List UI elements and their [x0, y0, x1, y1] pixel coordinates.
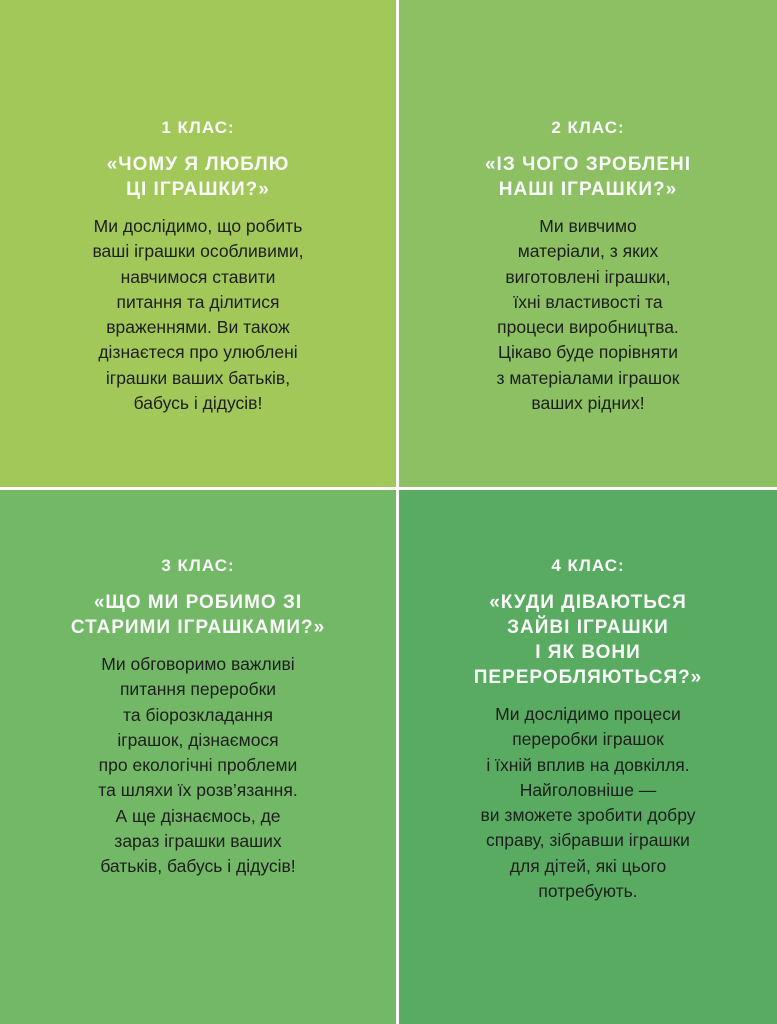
- grade-3-body-line: питання переробки: [119, 679, 277, 700]
- grade-2-body-line: Ми вивчимо: [539, 216, 637, 236]
- grade-3-panel: [0, 490, 396, 1024]
- grade-4-body-line: Ми дослідимо процеси: [495, 704, 681, 724]
- grade-2-body-line: Цікаво буде порівняти: [498, 342, 678, 363]
- grade-2-label: 2 КЛАС:: [551, 118, 625, 137]
- grade-4-body-line: переробки іграшок: [512, 729, 664, 750]
- grade-4-body-line: для дітей, які цього: [509, 855, 667, 876]
- grade-2-body-line: матеріали, з яких: [517, 241, 659, 262]
- grade-3-label: 3 КЛАС:: [161, 556, 235, 575]
- grade-1-body-line: ваші іграшки особливими,: [92, 241, 304, 262]
- grade-3-body-line: іграшок, дізнаємося: [117, 729, 279, 750]
- grade-1-title-line: ЦІ ІГРАШКИ?»: [126, 179, 270, 200]
- grade-3-body-line: А ще дізнаємось, де: [115, 805, 281, 826]
- grade-2-body-line: з матеріалами іграшок: [496, 367, 680, 388]
- grade-3-title-line: СТАРИМИ ІГРАШКАМИ?»: [70, 617, 326, 638]
- grade-3-body-line: та біорозкладання: [123, 704, 273, 725]
- grade-1-panel: [0, 0, 396, 487]
- grade-2-panel: [399, 0, 777, 487]
- grade-1-title: [107, 152, 290, 202]
- grade-4-title: [474, 590, 703, 690]
- grade-1-body-line: дізнаєтеся про улюблені: [98, 342, 298, 363]
- grade-4-label: 4 КЛАС:: [551, 556, 625, 575]
- grade-4-body-line: справу, зібравши іграшки: [486, 830, 690, 851]
- grade-1-title-line: «ЧОМУ Я ЛЮБЛЮ: [106, 154, 290, 175]
- grade-4-title-line: ПЕРЕРОБЛЯЮТЬСЯ?»: [473, 667, 703, 688]
- grade-4-body-line: ви зможете зробити добру: [480, 805, 696, 826]
- grade-1-body-line: іграшки ваших батьків,: [105, 367, 291, 388]
- grade-3-body-line: та шляхи їх розв’язання.: [98, 780, 298, 801]
- grade-1-description: [92, 214, 303, 416]
- grade-2-title-line: НАШІ ІГРАШКИ?»: [498, 179, 678, 200]
- grade-2-description: [497, 214, 680, 416]
- grade-3-title: [71, 590, 325, 640]
- grade-1-body-line: враженнями. Ви також: [106, 317, 290, 338]
- grade-2-body-line: їхні властивості та: [513, 291, 663, 312]
- grade-4-body-line: Найголовніше —: [519, 779, 657, 800]
- grade-1-body-line: бабусь і дідусів!: [133, 393, 263, 414]
- grade-4-panel: [399, 490, 777, 1024]
- grade-1-label: 1 КЛАС:: [161, 118, 235, 137]
- grade-4-description: [481, 702, 696, 904]
- grade-1-body-line: Ми дослідимо, що робить: [93, 216, 303, 236]
- grade-3-description: [98, 652, 297, 880]
- grade-2-body-line: ваших рідних!: [531, 393, 645, 414]
- grade-4-title-line: ЗАЙВІ ІГРАШКИ: [507, 617, 669, 638]
- grade-2-body-line: процеси виробництва.: [497, 317, 679, 338]
- grade-3-body-line: Ми обговоримо важливі: [101, 654, 295, 674]
- grade-4-title-line: І ЯК ВОНИ: [535, 642, 641, 663]
- grade-3-body-line: зараз іграшки ваших: [114, 831, 282, 852]
- grade-4-title-line: «КУДИ ДІВАЮТЬСЯ: [489, 592, 687, 613]
- grade-4-body-line: і їхній вплив на довкілля.: [486, 754, 690, 775]
- grade-3-body-line: про екологічні проблеми: [98, 755, 298, 776]
- grade-1-body-line: навчимося ставити: [120, 266, 276, 287]
- grade-2-title-line: «ІЗ ЧОГО ЗРОБЛЕНІ: [484, 154, 692, 175]
- grade-3-title-line: «ЩО МИ РОБИМО ЗІ: [93, 592, 303, 613]
- grade-2-title: [485, 152, 691, 202]
- grade-4-body-line: потребують.: [538, 881, 638, 902]
- grade-3-body-line: батьків, бабусь і дідусів!: [100, 856, 296, 877]
- grade-2-body-line: виготовлені іграшки,: [505, 266, 671, 287]
- grade-1-body-line: питання та ділитися: [116, 291, 280, 312]
